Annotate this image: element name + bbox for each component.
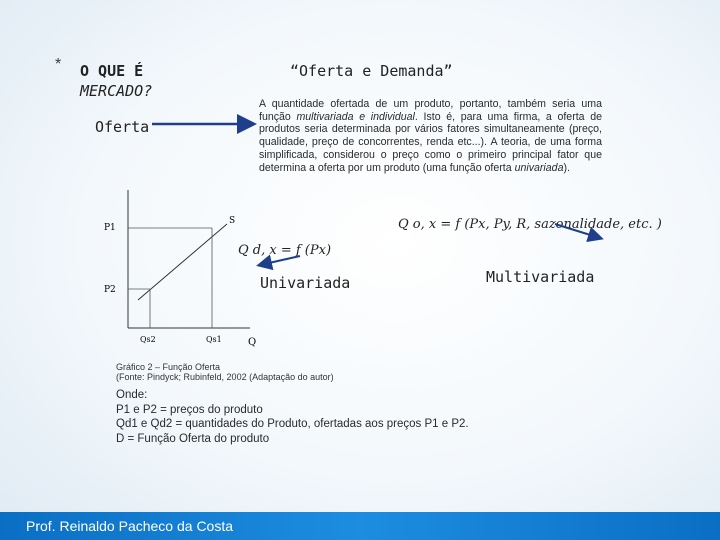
bullet-marker: *	[55, 56, 62, 73]
legend-notes	[116, 388, 536, 446]
formula-univariate: Q d, x = f (Px)	[238, 243, 332, 258]
label-multivariate: Multivariada	[486, 268, 595, 286]
tick-label-qs2: Qs2	[140, 335, 156, 344]
arrow-to-multivariate-formula	[555, 224, 600, 238]
caption-line-2: (Fonte: Pindyck; Rubinfeld, 2002 (Adaptação do autor)	[116, 372, 334, 382]
footer-author: Prof. Reinaldo Pacheco da Costa	[26, 518, 234, 534]
notes-line: Onde:	[116, 389, 148, 401]
tick-label-p2: P2	[104, 285, 116, 295]
tick-label-qs1: Qs1	[206, 335, 222, 344]
paragraph-part-3: ).	[563, 161, 570, 174]
slide-title: “Oferta e Demanda”	[290, 62, 453, 80]
heading-line-2: MERCADO?	[80, 82, 153, 100]
axis-label-q: Q	[248, 337, 257, 348]
paragraph-italic-2: univariada	[514, 161, 564, 174]
curve-label-s: S	[229, 216, 236, 226]
notes-line: P1 e P2 = preços do produto	[116, 403, 263, 416]
tick-label-p1: P1	[104, 223, 116, 233]
heading-line-1: O QUE É	[80, 62, 144, 80]
formula-multivariate: Q o, x = f (Px, Py, R, sazonalidade, etc. )	[398, 217, 662, 232]
paragraph-part-2: . Isto é, para uma firma, a oferta de produtos seria determinada por vários fatores simultaneamente (preço, qualidade, preço de concorrentes, renda etc...). A teoria, de uma forma simplificada, considerou o preço como o primeiro principal fator que determina a oferta por um produto (uma função oferta	[259, 110, 602, 174]
notes-line: Qd1 e Qd2 = quantidades do Produto, ofertadas aos preços P1 e P2.	[116, 418, 469, 430]
paragraph-italic-1: multivariada e individual	[296, 110, 415, 123]
label-univariate: Univariada	[260, 274, 351, 292]
supply-graph	[100, 188, 270, 358]
oferta-label: Oferta	[95, 118, 150, 136]
supply-curve	[138, 224, 227, 300]
caption-line-1: Gráfico 2 – Função Oferta	[116, 362, 221, 372]
graph-caption	[116, 362, 536, 382]
notes-line: D = Função Oferta do produto	[116, 432, 270, 445]
paragraph-part-1: A quantidade ofertada de um produto, portanto, também seria uma função	[259, 98, 602, 123]
